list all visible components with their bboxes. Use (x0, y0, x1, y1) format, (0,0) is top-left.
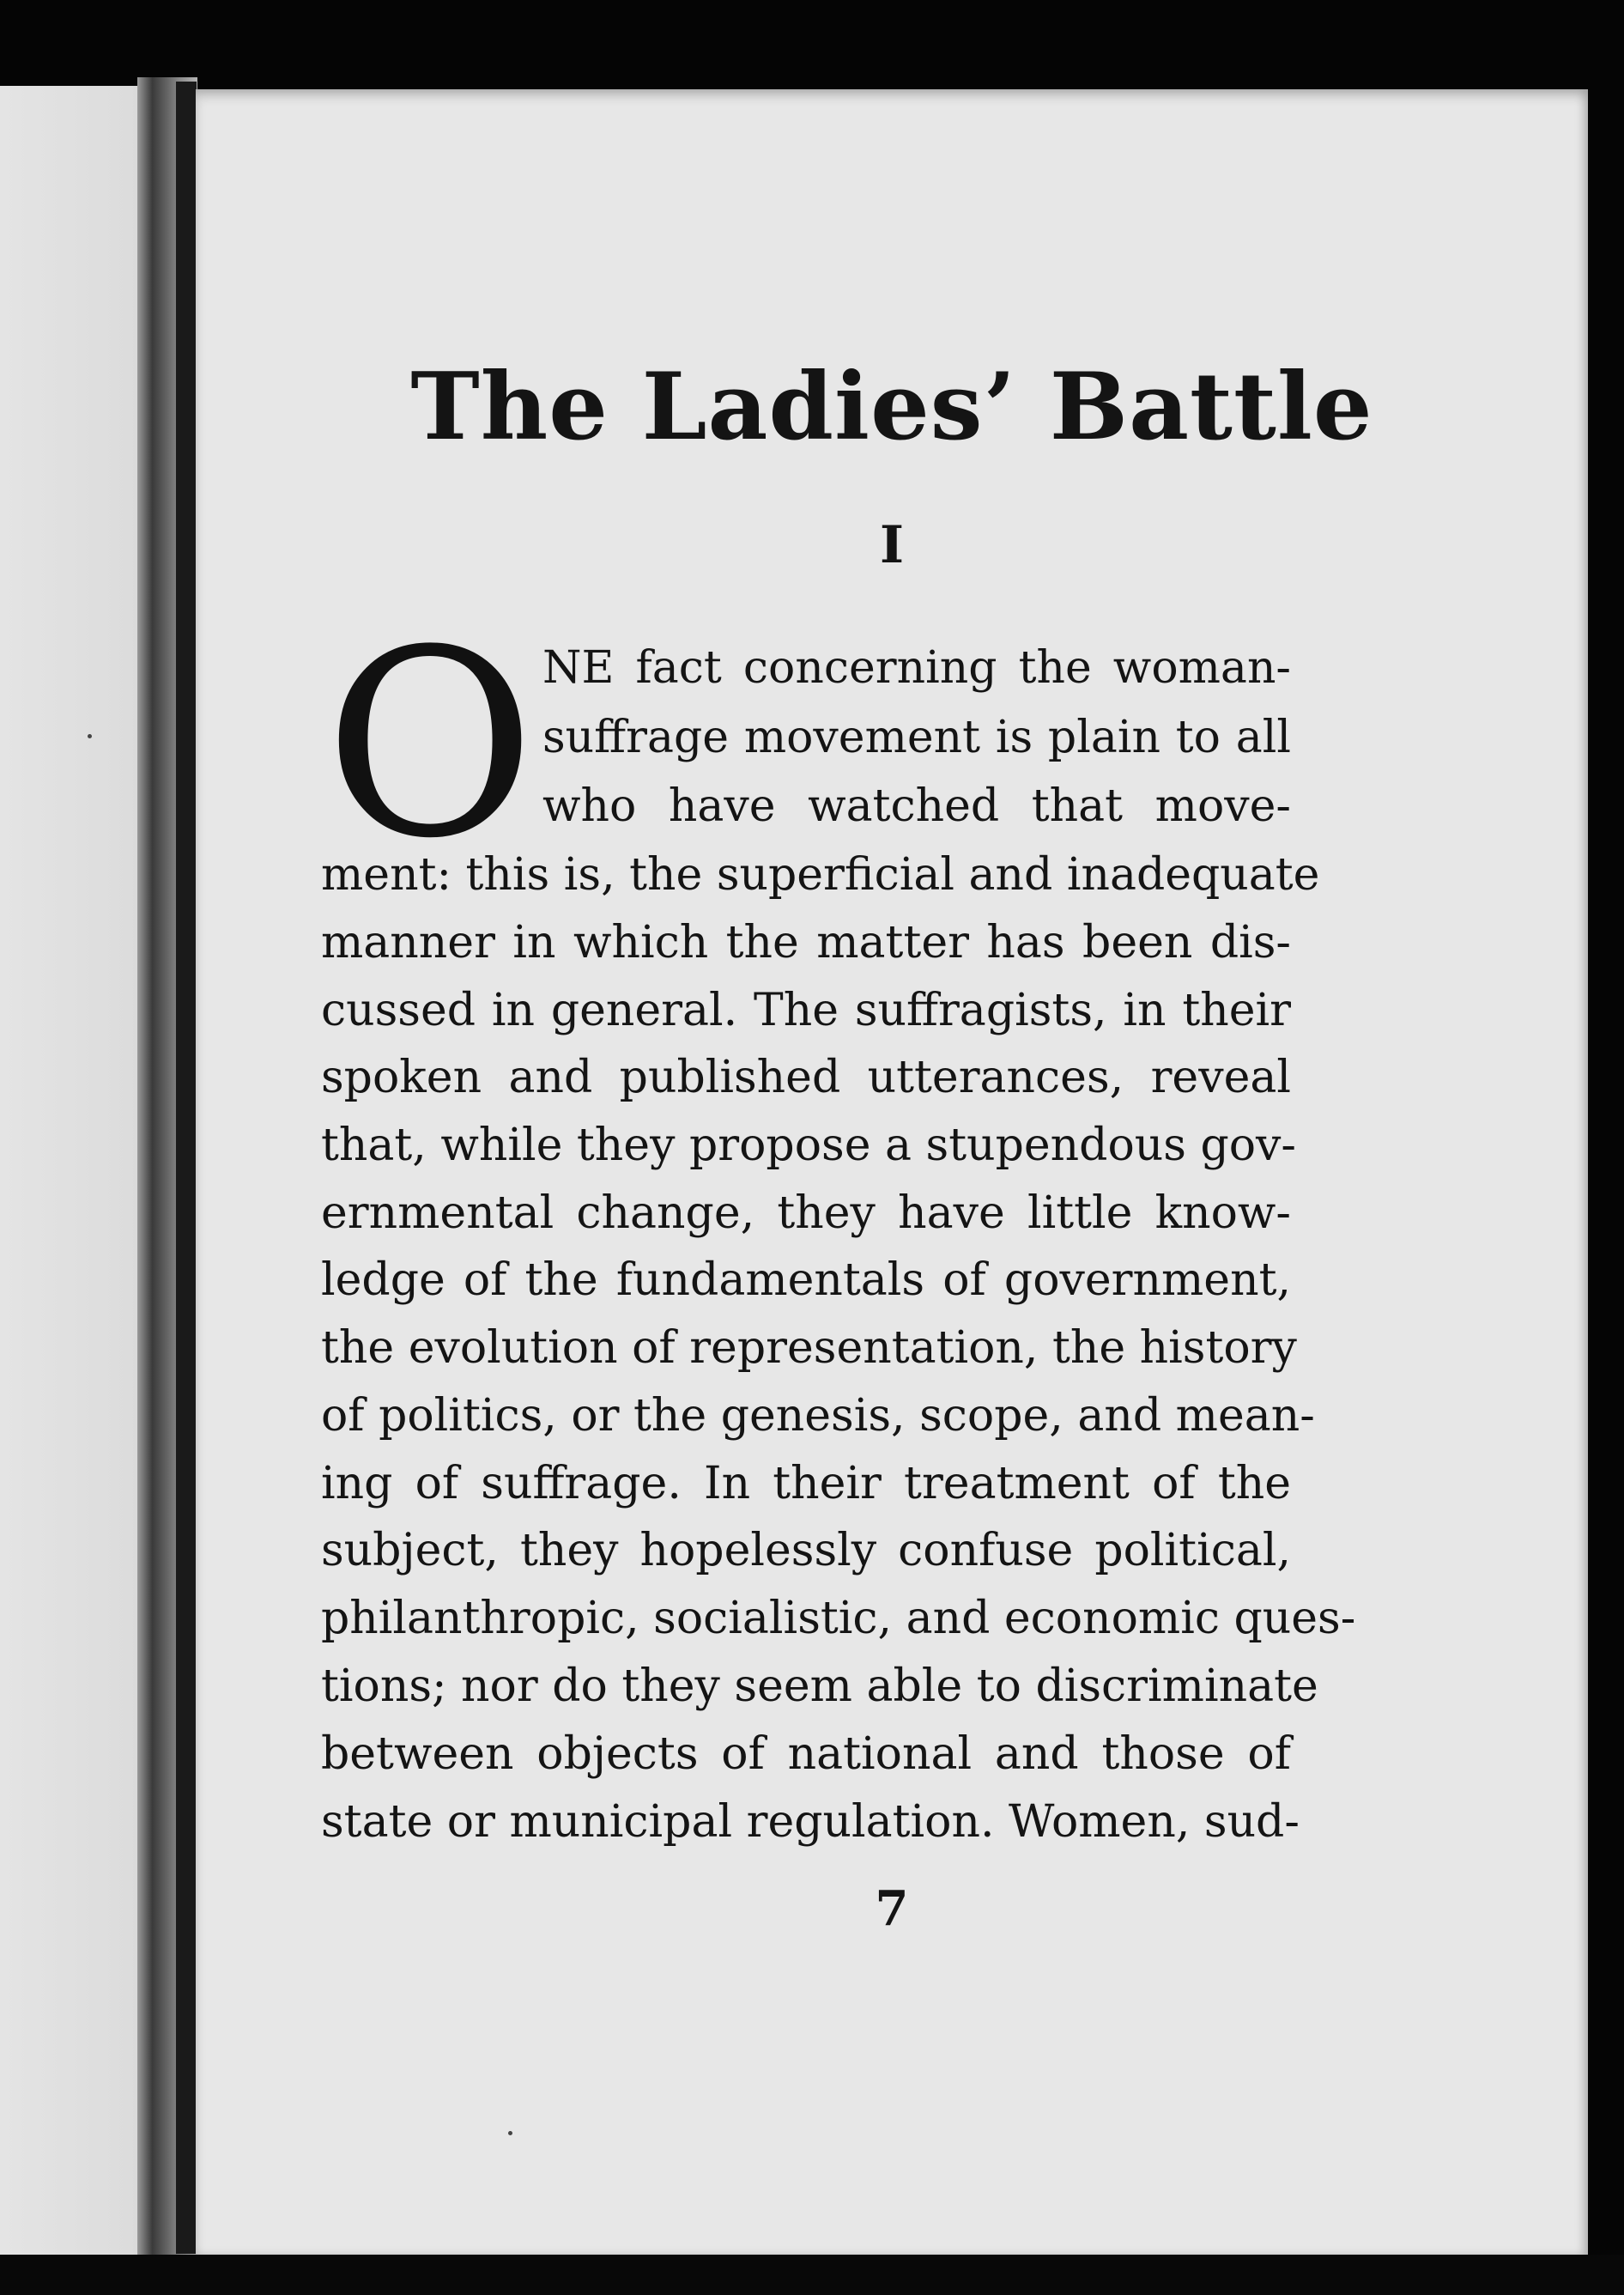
text-line: who have watched that move- (542, 780, 1291, 832)
page-number: 7 (875, 1880, 909, 1937)
text-line: between objects of national and those of (321, 1728, 1291, 1780)
scan-right-border (1588, 89, 1624, 2295)
text-line: ment: this is, the superficial and inadequate (321, 849, 1320, 901)
scan-bottom-border (0, 2255, 1624, 2295)
text-line: ing of suffrage. In their treatment of the (321, 1458, 1291, 1509)
text-line: suffrage movement is plain to all (542, 712, 1291, 763)
text-line: NE fact concerning the woman- (542, 642, 1291, 694)
drop-cap: O (324, 595, 536, 895)
dust-speck (508, 2131, 512, 2135)
text-line: ledge of the fundamentals of government, (321, 1254, 1291, 1306)
chapter-numeral: I (879, 515, 905, 575)
text-line: spoken and published utterances, reveal (321, 1052, 1291, 1103)
text-line: philanthropic, socialistic, and economic ques- (321, 1593, 1356, 1644)
gutter-shadow (176, 82, 197, 2254)
text-line: of politics, or the genesis, scope, and mean- (321, 1390, 1315, 1442)
text-line: that, while they propose a stupendous gov- (321, 1120, 1297, 1171)
text-line: ernmental change, they have little know- (321, 1187, 1291, 1239)
text-line: tions; nor do they seem able to discriminate (321, 1661, 1318, 1712)
page-title: The Ladies’ Battle (410, 353, 1373, 461)
scan-top-border (0, 0, 1624, 86)
dust-speck (88, 734, 92, 738)
text-line: subject, they hopelessly confuse political, (321, 1525, 1291, 1576)
text-line: state or municipal regulation. Women, sud- (321, 1796, 1300, 1848)
text-line: cussed in general. The suffragists, in their (321, 985, 1291, 1036)
text-line: manner in which the matter has been dis- (321, 917, 1291, 968)
facing-page-edge (0, 86, 155, 2258)
text-line: the evolution of representation, the history (321, 1322, 1297, 1374)
